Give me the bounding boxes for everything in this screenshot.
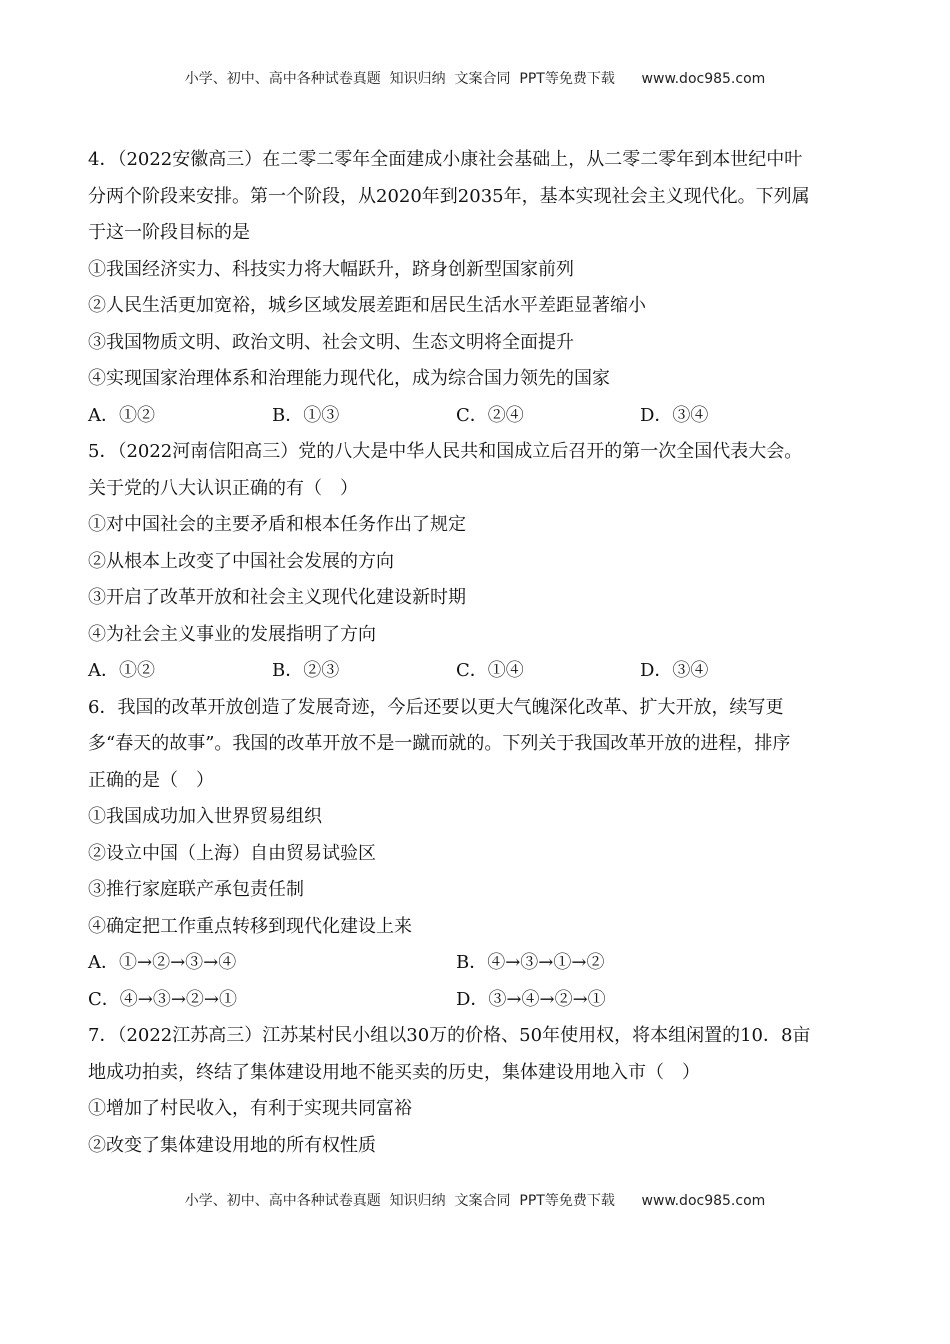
- question-4: [88, 142, 868, 434]
- question-stem-line: 于这一阶段目标的是: [88, 222, 250, 243]
- question-stem-line: 5．（2022河南信阳高三）党的八大是中华人民共和国成立后召开的第一次全国代表大会。: [88, 441, 803, 462]
- option-a: A．①②: [88, 660, 155, 681]
- option-a: A．①②: [88, 404, 155, 426]
- statement-item: ②设立中国（上海）自由贸易试验区: [88, 842, 376, 864]
- question-stem-line: 多“春天的故事”。我国的改革开放不是一蹴而就的。下列关于我国改革开放的进程，排序: [88, 733, 791, 754]
- statement-item: ④确定把工作重点转移到现代化建设上来: [88, 915, 412, 937]
- option-d: D．③④: [640, 404, 709, 426]
- question-stem-line: 7．（2022江苏高三）江苏某村民小组以30万的价格、50年使用权，将本组闲置的10．8亩: [88, 1025, 811, 1046]
- option-b: B．①③: [272, 404, 340, 426]
- option-b: B．④→③→①→②: [456, 952, 605, 973]
- option-c: C．①④: [456, 660, 524, 681]
- statement-item: ②人民生活更加宽裕，城乡区域发展差距和居民生活水平差距显著缩小: [88, 295, 646, 316]
- statement-item: ④为社会主义事业的发展指明了方向: [88, 623, 376, 645]
- question-6: [88, 690, 868, 1019]
- question-stem-line: 关于党的八大认识正确的有（ ）: [88, 477, 358, 499]
- statement-item: ①我国经济实力、科技实力将大幅跃升，跻身创新型国家前列: [88, 258, 574, 280]
- statement-item: ①增加了村民收入，有利于实现共同富裕: [88, 1098, 412, 1119]
- option-c: C．②④: [456, 404, 524, 426]
- question-5: [88, 434, 868, 690]
- option-d: D．③→④→②→①: [456, 988, 606, 1010]
- answer-options: [88, 945, 868, 982]
- question-stem-line: 正确的是（ ）: [88, 769, 214, 791]
- statement-item: ④实现国家治理体系和治理能力现代化，成为综合国力领先的国家: [88, 368, 610, 389]
- page-header: 小学、初中、高中各种试卷真题 知识归纳 文案合同 PPT等免费下载 www.doc985.com: [184, 71, 766, 87]
- question-stem-line: 4．（2022安徽高三）在二零二零年全面建成小康社会基础上，从二零二零年到本世纪中叶: [88, 149, 803, 170]
- document-body: [88, 142, 868, 1164]
- answer-options: [88, 653, 868, 690]
- option-a: A．①→②→③→④: [88, 952, 237, 973]
- question-stem-line: 6．我国的改革开放创造了发展奇迹，今后还要以更大气魄深化改革、扩大开放，续写更: [88, 696, 784, 718]
- answer-options: [88, 398, 868, 435]
- page-footer: 小学、初中、高中各种试卷真题 知识归纳 文案合同 PPT等免费下载 www.doc985.com: [184, 1193, 766, 1209]
- statement-item: ①对中国社会的主要矛盾和根本任务作出了规定: [88, 514, 466, 535]
- statement-item: ②从根本上改变了中国社会发展的方向: [88, 550, 394, 572]
- option-d: D．③④: [640, 660, 709, 681]
- question-stem-line: 分两个阶段来安排。第一个阶段，从2020年到2035年，基本实现社会主义现代化。下列属: [88, 185, 810, 207]
- question-7: [88, 1018, 868, 1164]
- statement-item: ③我国物质文明、政治文明、社会文明、生态文明将全面提升: [88, 331, 574, 353]
- statement-item: ③开启了改革开放和社会主义现代化建设新时期: [88, 587, 466, 608]
- answer-options: [88, 982, 868, 1019]
- option-b: B．②③: [272, 660, 340, 681]
- statement-item: ③推行家庭联产承包责任制: [88, 879, 304, 900]
- question-stem-line: 地成功拍卖，终结了集体建设用地不能买卖的历史，集体建设用地入市（ ）: [88, 1061, 700, 1083]
- statement-item: ①我国成功加入世界贸易组织: [88, 806, 322, 827]
- option-c: C．④→③→②→①: [88, 988, 238, 1010]
- statement-item: ②改变了集体建设用地的所有权性质: [88, 1134, 376, 1156]
